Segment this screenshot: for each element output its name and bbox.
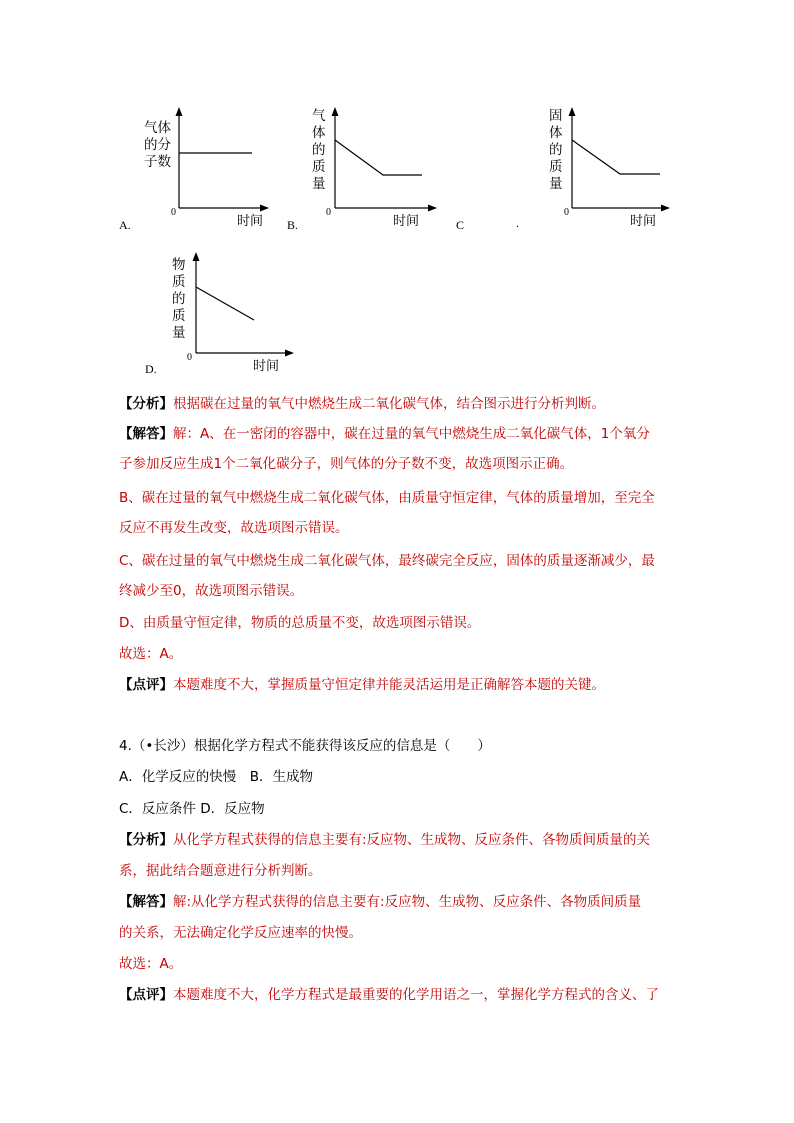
q4-comment: 【点评】本题难度不大，化学方程式是最重要的化学用语之一，掌握化学方程式的含义、了 xyxy=(119,987,659,1003)
figure-d-origin: 0 xyxy=(187,352,192,363)
option-c-dot: . xyxy=(516,216,519,230)
option-a-label: A. xyxy=(119,218,131,232)
q3-b-line2: 反应不再发生改变，故选项图示错误。 xyxy=(119,520,349,536)
q4-choice: 故选：A。 xyxy=(119,956,183,972)
figure-a-origin: 0 xyxy=(171,207,176,218)
figure-b-origin: 0 xyxy=(326,207,331,218)
q3-comment: 【点评】本题难度不大，掌握质量守恒定律并能灵活运用是正确解答本题的关键。 xyxy=(119,677,605,693)
q4-analysis-line1: 【分析】从化学方程式获得的信息主要有:反应物、生成物、反应条件、各物质间质量的关 xyxy=(119,832,651,848)
q3-d-line1: D、由质量守恒定律，物质的总质量不变，故选项图示错误。 xyxy=(119,615,481,631)
figure-c-ylabel: 固 体 的 质 量 xyxy=(549,108,563,192)
option-c-label: C xyxy=(456,218,465,232)
q4-answer-line2: 的关系，无法确定化学反应速率的快慢。 xyxy=(119,925,362,941)
q4-answer-line1: 【解答】解:从化学方程式获得的信息主要有:反应物、生成物、反应条件、各物质间质量 xyxy=(119,894,642,910)
q3-b-line1: B、碳在过量的氧气中燃烧生成二氧化碳气体，由质量守恒定律，气体的质量增加，至完全 xyxy=(119,490,655,506)
figure-b-xlabel: 时间 xyxy=(393,214,420,229)
q3-c-line2: 终减少至0，故选项图示错误。 xyxy=(119,583,304,599)
q3-c-line1: C、碳在过量的氧气中燃烧生成二氧化碳气体，最终碳完全反应，固体的质量逐渐减少，最 xyxy=(119,553,655,569)
option-d-label: D. xyxy=(145,362,157,376)
figure-d-axes xyxy=(0,0,794,400)
q3-choice: 故选：A。 xyxy=(119,646,183,662)
figure-c-xlabel: 时间 xyxy=(630,214,657,229)
figure-d-ylabel: 物 质 的 质 量 xyxy=(172,257,186,341)
figure-a-ylabel: 气体 的分 子数 xyxy=(144,120,171,170)
q3-answer-line2: 子参加反应生成1个二氧化碳分子，则气体的分子数不变，故选项图示正确。 xyxy=(119,456,574,472)
q4-options-cd: C．反应条件 D．反应物 xyxy=(119,801,265,817)
q4-options-ab: A．化学反应的快慢 B．生成物 xyxy=(119,769,313,785)
q4-stem: 4.（•长沙）根据化学方程式不能获得该反应的信息是（ ） xyxy=(119,738,491,754)
q3-analysis: 【分析】根据碳在过量的氧气中燃烧生成二氧化碳气体，结合图示进行分析判断。 xyxy=(119,396,605,412)
figure-d-xlabel: 时间 xyxy=(253,359,280,374)
option-b-label: B. xyxy=(287,218,299,232)
figure-d-curve xyxy=(196,287,254,320)
figure-c-origin: 0 xyxy=(564,207,569,218)
q4-analysis-line2: 系，据此结合题意进行分析判断。 xyxy=(119,863,322,879)
figure-b-ylabel: 气 体 的 质 量 xyxy=(312,108,326,192)
figure-a-xlabel: 时间 xyxy=(237,214,264,229)
q3-answer-line1: 【解答】解：A、在一密闭的容器中，碳在过量的氧气中燃烧生成二氧化碳气体，1个氧分 xyxy=(119,426,650,442)
